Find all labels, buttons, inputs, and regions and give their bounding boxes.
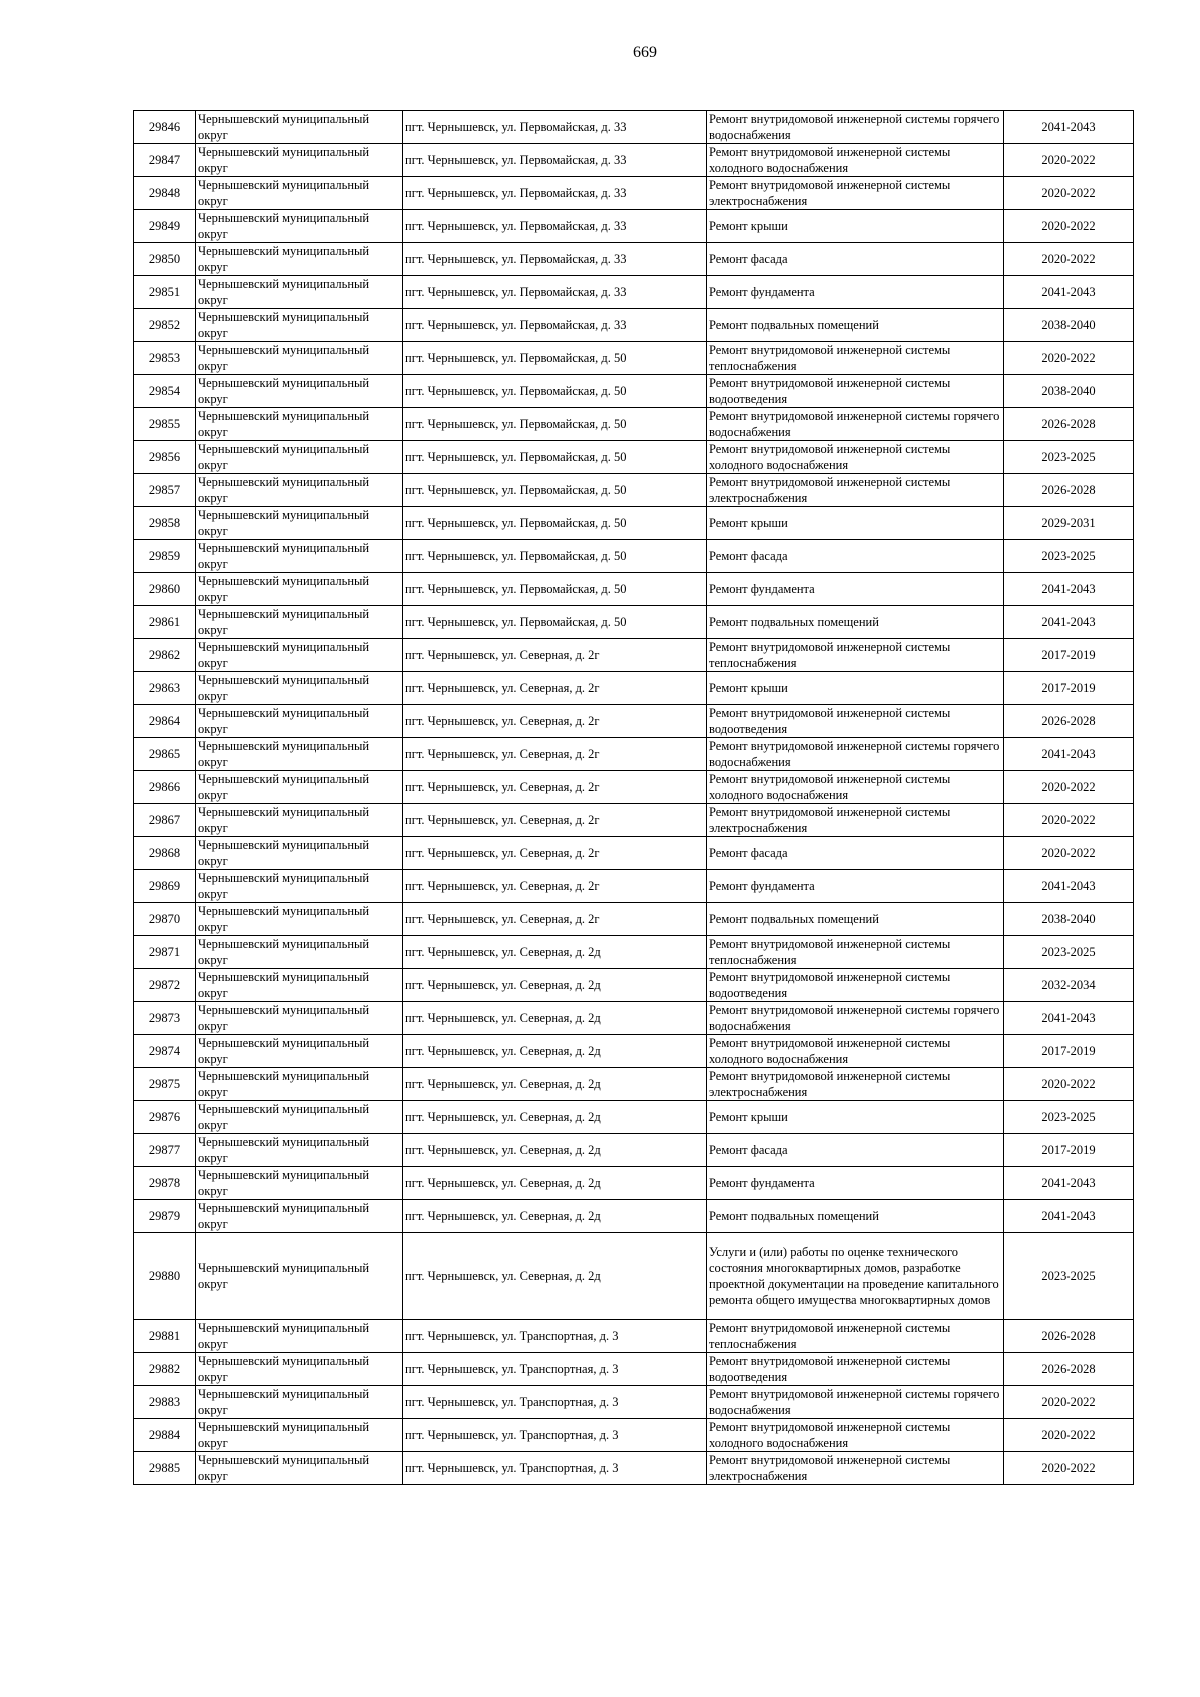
row-number-cell: 29881 <box>134 1320 196 1353</box>
district-cell: Чернышевский муниципальный округ <box>196 375 403 408</box>
work-type-cell: Ремонт внутридомовой инженерной системы электроснабжения <box>707 804 1004 837</box>
district-cell: Чернышевский муниципальный округ <box>196 1386 403 1419</box>
table-row <box>134 804 1134 837</box>
table-row <box>134 1353 1134 1386</box>
row-number-cell: 29872 <box>134 969 196 1002</box>
table-row <box>134 969 1134 1002</box>
district-cell: Чернышевский муниципальный округ <box>196 771 403 804</box>
address-cell: пгт. Чернышевск, ул. Первомайская, д. 33 <box>403 144 707 177</box>
row-number-cell: 29849 <box>134 210 196 243</box>
table-row <box>134 1320 1134 1353</box>
district-cell: Чернышевский муниципальный округ <box>196 210 403 243</box>
district-cell: Чернышевский муниципальный округ <box>196 1002 403 1035</box>
district-cell: Чернышевский муниципальный округ <box>196 705 403 738</box>
district-cell: Чернышевский муниципальный округ <box>196 1320 403 1353</box>
district-cell: Чернышевский муниципальный округ <box>196 573 403 606</box>
row-number-cell: 29856 <box>134 441 196 474</box>
period-cell: 2023-2025 <box>1004 540 1134 573</box>
table-row <box>134 1386 1134 1419</box>
period-cell: 2020-2022 <box>1004 1419 1134 1452</box>
work-type-cell: Ремонт подвальных помещений <box>707 1200 1004 1233</box>
period-cell: 2041-2043 <box>1004 276 1134 309</box>
table-row <box>134 573 1134 606</box>
row-number-cell: 29877 <box>134 1134 196 1167</box>
address-cell: пгт. Чернышевск, ул. Северная, д. 2г <box>403 672 707 705</box>
table-row <box>134 408 1134 441</box>
row-number-cell: 29882 <box>134 1353 196 1386</box>
row-number-cell: 29866 <box>134 771 196 804</box>
work-type-cell: Ремонт внутридомовой инженерной системы электроснабжения <box>707 1068 1004 1101</box>
district-cell: Чернышевский муниципальный округ <box>196 474 403 507</box>
address-cell: пгт. Чернышевск, ул. Транспортная, д. 3 <box>403 1353 707 1386</box>
district-cell: Чернышевский муниципальный округ <box>196 144 403 177</box>
row-number-cell: 29862 <box>134 639 196 672</box>
district-cell: Чернышевский муниципальный округ <box>196 1101 403 1134</box>
period-cell: 2023-2025 <box>1004 441 1134 474</box>
period-cell: 2023-2025 <box>1004 1101 1134 1134</box>
period-cell: 2017-2019 <box>1004 1134 1134 1167</box>
district-cell: Чернышевский муниципальный округ <box>196 804 403 837</box>
row-number-cell: 29861 <box>134 606 196 639</box>
work-type-cell: Ремонт фундамента <box>707 573 1004 606</box>
address-cell: пгт. Чернышевск, ул. Первомайская, д. 50 <box>403 573 707 606</box>
work-type-cell: Ремонт внутридомовой инженерной системы теплоснабжения <box>707 936 1004 969</box>
table-row <box>134 705 1134 738</box>
row-number-cell: 29884 <box>134 1419 196 1452</box>
address-cell: пгт. Чернышевск, ул. Первомайская, д. 33 <box>403 276 707 309</box>
work-type-cell: Ремонт фасада <box>707 243 1004 276</box>
address-cell: пгт. Чернышевск, ул. Северная, д. 2д <box>403 1233 707 1320</box>
address-cell: пгт. Чернышевск, ул. Северная, д. 2г <box>403 738 707 771</box>
period-cell: 2020-2022 <box>1004 837 1134 870</box>
address-cell: пгт. Чернышевск, ул. Первомайская, д. 50 <box>403 375 707 408</box>
address-cell: пгт. Чернышевск, ул. Первомайская, д. 50 <box>403 342 707 375</box>
work-type-cell: Ремонт фасада <box>707 1134 1004 1167</box>
address-cell: пгт. Чернышевск, ул. Транспортная, д. 3 <box>403 1419 707 1452</box>
row-number-cell: 29867 <box>134 804 196 837</box>
row-number-cell: 29860 <box>134 573 196 606</box>
district-cell: Чернышевский муниципальный округ <box>196 903 403 936</box>
table-row <box>134 1167 1134 1200</box>
row-number-cell: 29854 <box>134 375 196 408</box>
work-type-cell: Ремонт крыши <box>707 672 1004 705</box>
row-number-cell: 29847 <box>134 144 196 177</box>
row-number-cell: 29863 <box>134 672 196 705</box>
period-cell: 2026-2028 <box>1004 705 1134 738</box>
address-cell: пгт. Чернышевск, ул. Первомайская, д. 33 <box>403 111 707 144</box>
address-cell: пгт. Чернышевск, ул. Транспортная, д. 3 <box>403 1452 707 1485</box>
period-cell: 2038-2040 <box>1004 903 1134 936</box>
period-cell: 2041-2043 <box>1004 606 1134 639</box>
district-cell: Чернышевский муниципальный округ <box>196 441 403 474</box>
district-cell: Чернышевский муниципальный округ <box>196 177 403 210</box>
row-number-cell: 29869 <box>134 870 196 903</box>
address-cell: пгт. Чернышевск, ул. Северная, д. 2г <box>403 639 707 672</box>
table-row <box>134 144 1134 177</box>
table-row <box>134 1233 1134 1320</box>
period-cell: 2041-2043 <box>1004 573 1134 606</box>
address-cell: пгт. Чернышевск, ул. Северная, д. 2г <box>403 903 707 936</box>
work-type-cell: Ремонт внутридомовой инженерной системы холодного водоснабжения <box>707 144 1004 177</box>
district-cell: Чернышевский муниципальный округ <box>196 606 403 639</box>
work-type-cell: Ремонт фасада <box>707 837 1004 870</box>
row-number-cell: 29876 <box>134 1101 196 1134</box>
table-row <box>134 639 1134 672</box>
district-cell: Чернышевский муниципальный округ <box>196 738 403 771</box>
period-cell: 2020-2022 <box>1004 1452 1134 1485</box>
table-row <box>134 507 1134 540</box>
row-number-cell: 29870 <box>134 903 196 936</box>
period-cell: 2041-2043 <box>1004 111 1134 144</box>
period-cell: 2020-2022 <box>1004 243 1134 276</box>
row-number-cell: 29873 <box>134 1002 196 1035</box>
row-number-cell: 29875 <box>134 1068 196 1101</box>
table-row <box>134 210 1134 243</box>
address-cell: пгт. Чернышевск, ул. Первомайская, д. 50 <box>403 507 707 540</box>
address-cell: пгт. Чернышевск, ул. Северная, д. 2г <box>403 804 707 837</box>
address-cell: пгт. Чернышевск, ул. Северная, д. 2д <box>403 1035 707 1068</box>
table-row <box>134 1452 1134 1485</box>
district-cell: Чернышевский муниципальный округ <box>196 1035 403 1068</box>
table-row <box>134 738 1134 771</box>
work-type-cell: Ремонт внутридомовой инженерной системы холодного водоснабжения <box>707 771 1004 804</box>
row-number-cell: 29859 <box>134 540 196 573</box>
address-cell: пгт. Чернышевск, ул. Первомайская, д. 33 <box>403 177 707 210</box>
row-number-cell: 29880 <box>134 1233 196 1320</box>
address-cell: пгт. Чернышевск, ул. Северная, д. 2г <box>403 771 707 804</box>
table-row <box>134 441 1134 474</box>
district-cell: Чернышевский муниципальный округ <box>196 639 403 672</box>
row-number-cell: 29864 <box>134 705 196 738</box>
address-cell: пгт. Чернышевск, ул. Первомайская, д. 50 <box>403 474 707 507</box>
table-row <box>134 1200 1134 1233</box>
row-number-cell: 29846 <box>134 111 196 144</box>
row-number-cell: 29885 <box>134 1452 196 1485</box>
work-type-cell: Ремонт внутридомовой инженерной системы водоотведения <box>707 375 1004 408</box>
address-cell: пгт. Чернышевск, ул. Транспортная, д. 3 <box>403 1320 707 1353</box>
table-row <box>134 1419 1134 1452</box>
row-number-cell: 29851 <box>134 276 196 309</box>
table-row <box>134 1068 1134 1101</box>
table-row <box>134 672 1134 705</box>
period-cell: 2029-2031 <box>1004 507 1134 540</box>
period-cell: 2038-2040 <box>1004 309 1134 342</box>
district-cell: Чернышевский муниципальный округ <box>196 1419 403 1452</box>
district-cell: Чернышевский муниципальный округ <box>196 1068 403 1101</box>
row-number-cell: 29858 <box>134 507 196 540</box>
period-cell: 2026-2028 <box>1004 474 1134 507</box>
address-cell: пгт. Чернышевск, ул. Северная, д. 2г <box>403 705 707 738</box>
table-body <box>134 111 1134 1485</box>
work-type-cell: Ремонт подвальных помещений <box>707 309 1004 342</box>
district-cell: Чернышевский муниципальный округ <box>196 837 403 870</box>
work-type-cell: Ремонт крыши <box>707 1101 1004 1134</box>
address-cell: пгт. Чернышевск, ул. Северная, д. 2д <box>403 1167 707 1200</box>
table-row <box>134 1002 1134 1035</box>
work-type-cell: Ремонт крыши <box>707 210 1004 243</box>
address-cell: пгт. Чернышевск, ул. Первомайская, д. 50 <box>403 540 707 573</box>
work-type-cell: Ремонт фасада <box>707 540 1004 573</box>
row-number-cell: 29878 <box>134 1167 196 1200</box>
row-number-cell: 29848 <box>134 177 196 210</box>
period-cell: 2020-2022 <box>1004 210 1134 243</box>
district-cell: Чернышевский муниципальный округ <box>196 936 403 969</box>
work-type-cell: Ремонт внутридомовой инженерной системы теплоснабжения <box>707 1320 1004 1353</box>
row-number-cell: 29850 <box>134 243 196 276</box>
address-cell: пгт. Чернышевск, ул. Северная, д. 2д <box>403 1002 707 1035</box>
work-type-cell: Ремонт фундамента <box>707 1167 1004 1200</box>
district-cell: Чернышевский муниципальный округ <box>196 1233 403 1320</box>
district-cell: Чернышевский муниципальный округ <box>196 1134 403 1167</box>
period-cell: 2041-2043 <box>1004 1167 1134 1200</box>
work-type-cell: Ремонт фундамента <box>707 276 1004 309</box>
period-cell: 2020-2022 <box>1004 177 1134 210</box>
page-number: 669 <box>633 44 657 61</box>
address-cell: пгт. Чернышевск, ул. Первомайская, д. 50 <box>403 408 707 441</box>
period-cell: 2017-2019 <box>1004 672 1134 705</box>
address-cell: пгт. Чернышевск, ул. Первомайская, д. 33 <box>403 210 707 243</box>
district-cell: Чернышевский муниципальный округ <box>196 309 403 342</box>
address-cell: пгт. Чернышевск, ул. Первомайская, д. 33 <box>403 243 707 276</box>
work-type-cell: Ремонт внутридомовой инженерной системы водоотведения <box>707 969 1004 1002</box>
table-row <box>134 474 1134 507</box>
address-cell: пгт. Чернышевск, ул. Северная, д. 2д <box>403 936 707 969</box>
table-row <box>134 903 1134 936</box>
row-number-cell: 29855 <box>134 408 196 441</box>
work-type-cell: Ремонт фундамента <box>707 870 1004 903</box>
row-number-cell: 29853 <box>134 342 196 375</box>
district-cell: Чернышевский муниципальный округ <box>196 408 403 441</box>
work-type-cell: Ремонт внутридомовой инженерной системы горячего водоснабжения <box>707 738 1004 771</box>
table-row <box>134 342 1134 375</box>
address-cell: пгт. Чернышевск, ул. Северная, д. 2г <box>403 870 707 903</box>
address-cell: пгт. Чернышевск, ул. Первомайская, д. 50 <box>403 441 707 474</box>
district-cell: Чернышевский муниципальный округ <box>196 342 403 375</box>
work-type-cell: Ремонт внутридомовой инженерной системы холодного водоснабжения <box>707 441 1004 474</box>
table-row <box>134 1134 1134 1167</box>
row-number-cell: 29879 <box>134 1200 196 1233</box>
table-row <box>134 870 1134 903</box>
work-type-cell: Ремонт внутридомовой инженерной системы горячего водоснабжения <box>707 1386 1004 1419</box>
district-cell: Чернышевский муниципальный округ <box>196 276 403 309</box>
work-type-cell: Ремонт внутридомовой инженерной системы водоотведения <box>707 1353 1004 1386</box>
work-type-cell: Ремонт внутридомовой инженерной системы холодного водоснабжения <box>707 1035 1004 1068</box>
district-cell: Чернышевский муниципальный округ <box>196 1452 403 1485</box>
work-type-cell: Ремонт внутридомовой инженерной системы электроснабжения <box>707 177 1004 210</box>
period-cell: 2017-2019 <box>1004 639 1134 672</box>
table-row <box>134 375 1134 408</box>
table-row <box>134 837 1134 870</box>
row-number-cell: 29857 <box>134 474 196 507</box>
period-cell: 2026-2028 <box>1004 1320 1134 1353</box>
row-number-cell: 29868 <box>134 837 196 870</box>
period-cell: 2020-2022 <box>1004 144 1134 177</box>
period-cell: 2038-2040 <box>1004 375 1134 408</box>
address-cell: пгт. Чернышевск, ул. Северная, д. 2д <box>403 1068 707 1101</box>
table-row <box>134 309 1134 342</box>
district-cell: Чернышевский муниципальный округ <box>196 540 403 573</box>
work-type-cell: Ремонт крыши <box>707 507 1004 540</box>
work-type-cell: Ремонт внутридомовой инженерной системы электроснабжения <box>707 1452 1004 1485</box>
district-cell: Чернышевский муниципальный округ <box>196 111 403 144</box>
repair-schedule-table <box>133 110 1134 1485</box>
table-row <box>134 177 1134 210</box>
period-cell: 2020-2022 <box>1004 771 1134 804</box>
table-row <box>134 243 1134 276</box>
table-row <box>134 276 1134 309</box>
work-type-cell: Ремонт внутридомовой инженерной системы холодного водоснабжения <box>707 1419 1004 1452</box>
address-cell: пгт. Чернышевск, ул. Северная, д. 2д <box>403 1101 707 1134</box>
work-type-cell: Ремонт внутридомовой инженерной системы водоотведения <box>707 705 1004 738</box>
row-number-cell: 29874 <box>134 1035 196 1068</box>
period-cell: 2017-2019 <box>1004 1035 1134 1068</box>
table-row <box>134 1101 1134 1134</box>
table-row <box>134 540 1134 573</box>
address-cell: пгт. Чернышевск, ул. Первомайская, д. 50 <box>403 606 707 639</box>
work-type-cell: Ремонт внутридомовой инженерной системы горячего водоснабжения <box>707 111 1004 144</box>
work-type-cell: Услуги и (или) работы по оценке технического состояния многоквартирных домов, разработке проектной документации на проведение капитального ремонта общего имущества многоквартирных домов <box>707 1233 1004 1320</box>
period-cell: 2041-2043 <box>1004 870 1134 903</box>
row-number-cell: 29852 <box>134 309 196 342</box>
period-cell: 2026-2028 <box>1004 1353 1134 1386</box>
row-number-cell: 29865 <box>134 738 196 771</box>
district-cell: Чернышевский муниципальный округ <box>196 243 403 276</box>
district-cell: Чернышевский муниципальный округ <box>196 507 403 540</box>
period-cell: 2020-2022 <box>1004 804 1134 837</box>
period-cell: 2041-2043 <box>1004 1200 1134 1233</box>
work-type-cell: Ремонт внутридомовой инженерной системы теплоснабжения <box>707 342 1004 375</box>
period-cell: 2026-2028 <box>1004 408 1134 441</box>
row-number-cell: 29883 <box>134 1386 196 1419</box>
address-cell: пгт. Чернышевск, ул. Северная, д. 2д <box>403 969 707 1002</box>
table-row <box>134 936 1134 969</box>
row-number-cell: 29871 <box>134 936 196 969</box>
period-cell: 2041-2043 <box>1004 738 1134 771</box>
address-cell: пгт. Чернышевск, ул. Северная, д. 2д <box>403 1134 707 1167</box>
period-cell: 2032-2034 <box>1004 969 1134 1002</box>
table-row <box>134 111 1134 144</box>
district-cell: Чернышевский муниципальный округ <box>196 969 403 1002</box>
address-cell: пгт. Чернышевск, ул. Транспортная, д. 3 <box>403 1386 707 1419</box>
period-cell: 2041-2043 <box>1004 1002 1134 1035</box>
address-cell: пгт. Чернышевск, ул. Северная, д. 2г <box>403 837 707 870</box>
period-cell: 2020-2022 <box>1004 1068 1134 1101</box>
period-cell: 2023-2025 <box>1004 1233 1134 1320</box>
period-cell: 2023-2025 <box>1004 936 1134 969</box>
district-cell: Чернышевский муниципальный округ <box>196 1200 403 1233</box>
district-cell: Чернышевский муниципальный округ <box>196 1353 403 1386</box>
work-type-cell: Ремонт внутридомовой инженерной системы электроснабжения <box>707 474 1004 507</box>
work-type-cell: Ремонт подвальных помещений <box>707 606 1004 639</box>
table-row <box>134 606 1134 639</box>
district-cell: Чернышевский муниципальный округ <box>196 870 403 903</box>
address-cell: пгт. Чернышевск, ул. Первомайская, д. 33 <box>403 309 707 342</box>
work-type-cell: Ремонт внутридомовой инженерной системы теплоснабжения <box>707 639 1004 672</box>
address-cell: пгт. Чернышевск, ул. Северная, д. 2д <box>403 1200 707 1233</box>
work-type-cell: Ремонт внутридомовой инженерной системы горячего водоснабжения <box>707 408 1004 441</box>
work-type-cell: Ремонт подвальных помещений <box>707 903 1004 936</box>
district-cell: Чернышевский муниципальный округ <box>196 1167 403 1200</box>
table-row <box>134 1035 1134 1068</box>
table-row <box>134 771 1134 804</box>
work-type-cell: Ремонт внутридомовой инженерной системы горячего водоснабжения <box>707 1002 1004 1035</box>
period-cell: 2020-2022 <box>1004 1386 1134 1419</box>
period-cell: 2020-2022 <box>1004 342 1134 375</box>
district-cell: Чернышевский муниципальный округ <box>196 672 403 705</box>
